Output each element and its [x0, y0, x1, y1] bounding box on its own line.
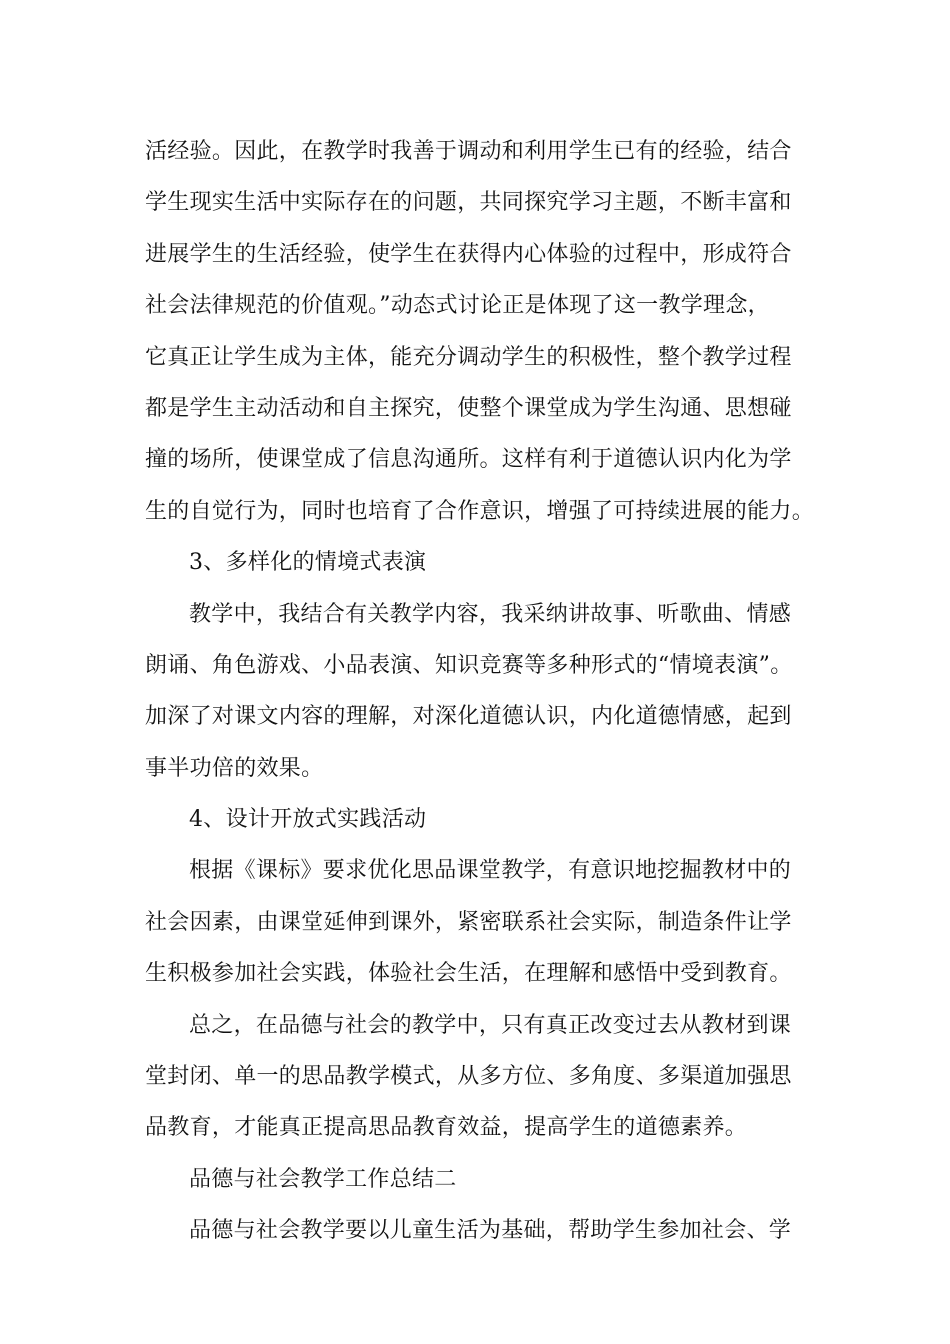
text-line: 生积极参加社会实践，体验社会生活，在理解和感悟中受到教育。 [145, 961, 792, 987]
text-line: 生的自觉行为，同时也培育了合作意识，增强了可持续进展的能力。 [145, 498, 815, 524]
text-line: 堂封闭、单一的思品教学模式，从多方位、多角度、多渠道加强思 [145, 1064, 792, 1090]
text-line: 品教育，才能真正提高思品教育效益，提高学生的道德素养。 [145, 1115, 748, 1141]
text-line: 它真正让学生成为主体，能充分调动学生的积极性，整个教学过程 [145, 344, 792, 370]
text-line: 活经验。因此，在教学时我善于调动和利用学生已有的经验，结合 [145, 139, 792, 164]
text-line: 社会法律规范的价值观。”动态式讨论正是体现了这一教学理念， [145, 293, 770, 319]
body-text [145, 130, 825, 1261]
text-line: 都是学生主动活动和自主探究，使整个课堂成为学生沟通、思想碰 [145, 395, 792, 421]
text-line: 品德与社会教学工作总结二 [189, 1166, 457, 1192]
text-line: 朗诵、角色游戏、小品表演、知识竞赛等多种形式的“情境表演”。 [145, 652, 793, 678]
text-line: 3、多样化的情境式表演 [189, 550, 427, 576]
text-line: 根据《课标》要求优化思品课堂教学，有意识地挖掘教材中的 [189, 858, 792, 884]
text-line: 品德与社会教学要以儿童生活为基础，帮助学生参加社会、学 [189, 1218, 792, 1244]
text-line: 4、设计开放式实践活动 [189, 807, 427, 833]
text-line: 进展学生的生活经验，使学生在获得内心体验的过程中，形成符合 [145, 241, 792, 267]
text-line: 学生现实生活中实际存在的问题，共同探究学习主题，不断丰富和 [145, 190, 792, 216]
text-line: 总之，在品德与社会的教学中，只有真正改变过去从教材到课 [189, 1012, 792, 1038]
text-line: 加深了对课文内容的理解，对深化道德认识，内化道德情感，起到 [145, 704, 792, 730]
text-line: 事半功倍的效果。 [145, 755, 324, 781]
text-line: 撞的场所，使课堂成了信息沟通所。这样有利于道德认识内化为学 [145, 447, 792, 473]
text-line: 社会因素，由课堂延伸到课外，紧密联系社会实际，制造条件让学 [145, 909, 792, 935]
text-line: 教学中，我结合有关教学内容，我采纳讲故事、听歌曲、情感 [189, 601, 792, 627]
